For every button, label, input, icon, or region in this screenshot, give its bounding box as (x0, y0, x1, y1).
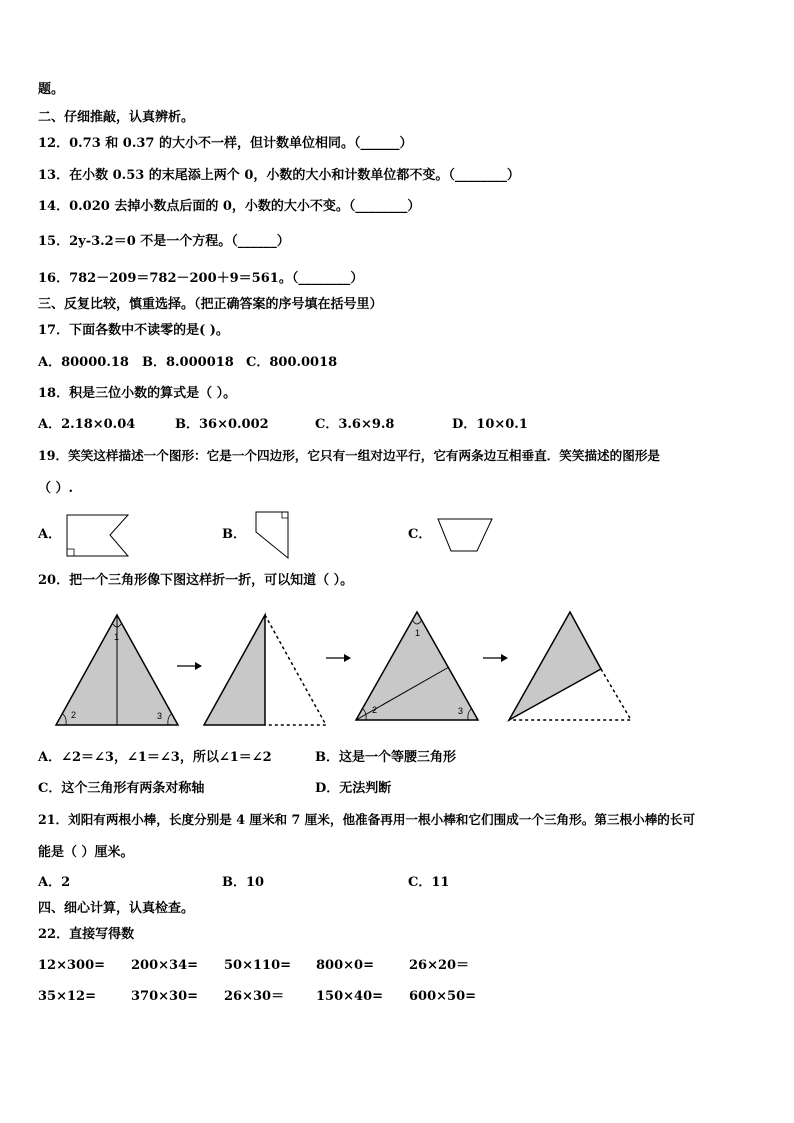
q20-option-c: C．这个三角形有两条对称轴 (38, 781, 205, 796)
question-17: 17．下面各数中不读零的是( )。 (38, 323, 229, 338)
q19-shape-b (256, 512, 288, 558)
q20-triangle-1 (56, 615, 178, 725)
question-21-cont: 能是（ ）厘米。 (38, 845, 134, 860)
q18-option-d: D．10×0.1 (452, 417, 528, 432)
question-16: 16．782－209＝782－200＋9＝561。（________） (38, 271, 364, 286)
q17-option-c: C．800.0018 (246, 355, 338, 370)
q20-triangle-4 (509, 612, 631, 720)
q20-option-a: A．∠2＝∠3，∠1＝∠3，所以∠1＝∠2 (38, 750, 272, 765)
question-13: 13．在小数 0.53 的末尾添上两个 0，小数的大小和计数单位都不变。（________） (38, 168, 520, 183)
q18-option-c: C．3.6×9.8 (315, 417, 395, 432)
calc-item: 26×20＝ (409, 958, 470, 973)
angle-1-label: 1 (114, 632, 120, 642)
calc-item: 50×110= (224, 958, 292, 973)
calc-item: 370×30= (131, 989, 199, 1004)
q19-option-c-label: C． (408, 527, 432, 542)
q19-shape-a (67, 515, 128, 556)
question-20: 20．把一个三角形像下图这样折一折，可以知道（ ）。 (38, 573, 354, 588)
q18-option-a: A．2.18×0.04 (38, 417, 136, 432)
calc-item: 600×50= (409, 989, 477, 1004)
calc-item: 800×0= (316, 958, 374, 973)
calc-item: 200×34= (131, 958, 199, 973)
calc-item: 12×300= (38, 958, 106, 973)
q18-option-b: B．36×0.002 (175, 417, 269, 432)
question-21: 21．刘阳有两根小棒，长度分别是 4 厘米和 7 厘米，他准备再用一根小棒和它们围成一个三角形。第三根小棒的长可 (38, 812, 696, 827)
question-12: 12．0.73 和 0.37 的大小不一样，但计数单位相同。（______） (38, 136, 413, 151)
arrow-right-icon (326, 654, 351, 662)
q17-option-b: B．8.000018 (142, 355, 234, 370)
q21-option-a: A．2 (38, 875, 71, 890)
arrow-right-icon (177, 662, 202, 670)
q19-option-b-label: B． (222, 527, 246, 542)
q19-option-a-label: A． (38, 527, 62, 542)
angle-2-label: 2 (372, 705, 378, 715)
q17-option-a: A．80000.18 (38, 355, 129, 370)
calc-item: 150×40= (316, 989, 384, 1004)
q21-option-c: C．11 (408, 875, 450, 890)
section-4-heading: 四、细心计算，认真检查。 (38, 901, 195, 916)
calc-item: 35×12= (38, 989, 96, 1004)
section-2-heading: 二、仔细推敲，认真辨析。 (38, 110, 195, 125)
angle-3-label: 3 (157, 711, 163, 721)
question-22: 22．直接写得数 (38, 927, 135, 942)
question-14: 14．0.020 去掉小数点后面的 0，小数的大小不变。（________） (38, 199, 421, 214)
q20-option-d: D．无法判断 (315, 781, 392, 796)
angle-2-label: 2 (71, 710, 77, 720)
arrow-right-icon (483, 654, 508, 662)
continued-text: 题。 (38, 82, 65, 97)
calc-item: 26×30＝ (224, 989, 285, 1004)
question-18: 18．积是三位小数的算式是（ ）。 (38, 386, 237, 401)
q20-option-b: B．这是一个等腰三角形 (315, 750, 456, 765)
angle-1-label: 1 (415, 628, 421, 638)
q20-triangle-2 (204, 615, 326, 725)
question-19-blank: （ ）. (38, 481, 74, 496)
q21-option-b: B．10 (222, 875, 265, 890)
q19-shape-c (438, 519, 492, 551)
section-3-heading: 三、反复比较，慎重选择。（把正确答案的序号填在括号里） (38, 297, 383, 312)
question-15: 15．2y-3.2＝0 不是一个方程。（______） (38, 234, 290, 249)
angle-3-label: 3 (458, 706, 464, 716)
q20-triangle-3 (356, 612, 478, 720)
question-19: 19．笑笑这样描述一个图形：它是一个四边形，它只有一组对边平行，它有两条边互相垂直．笑笑描述的图形是 (38, 448, 661, 463)
